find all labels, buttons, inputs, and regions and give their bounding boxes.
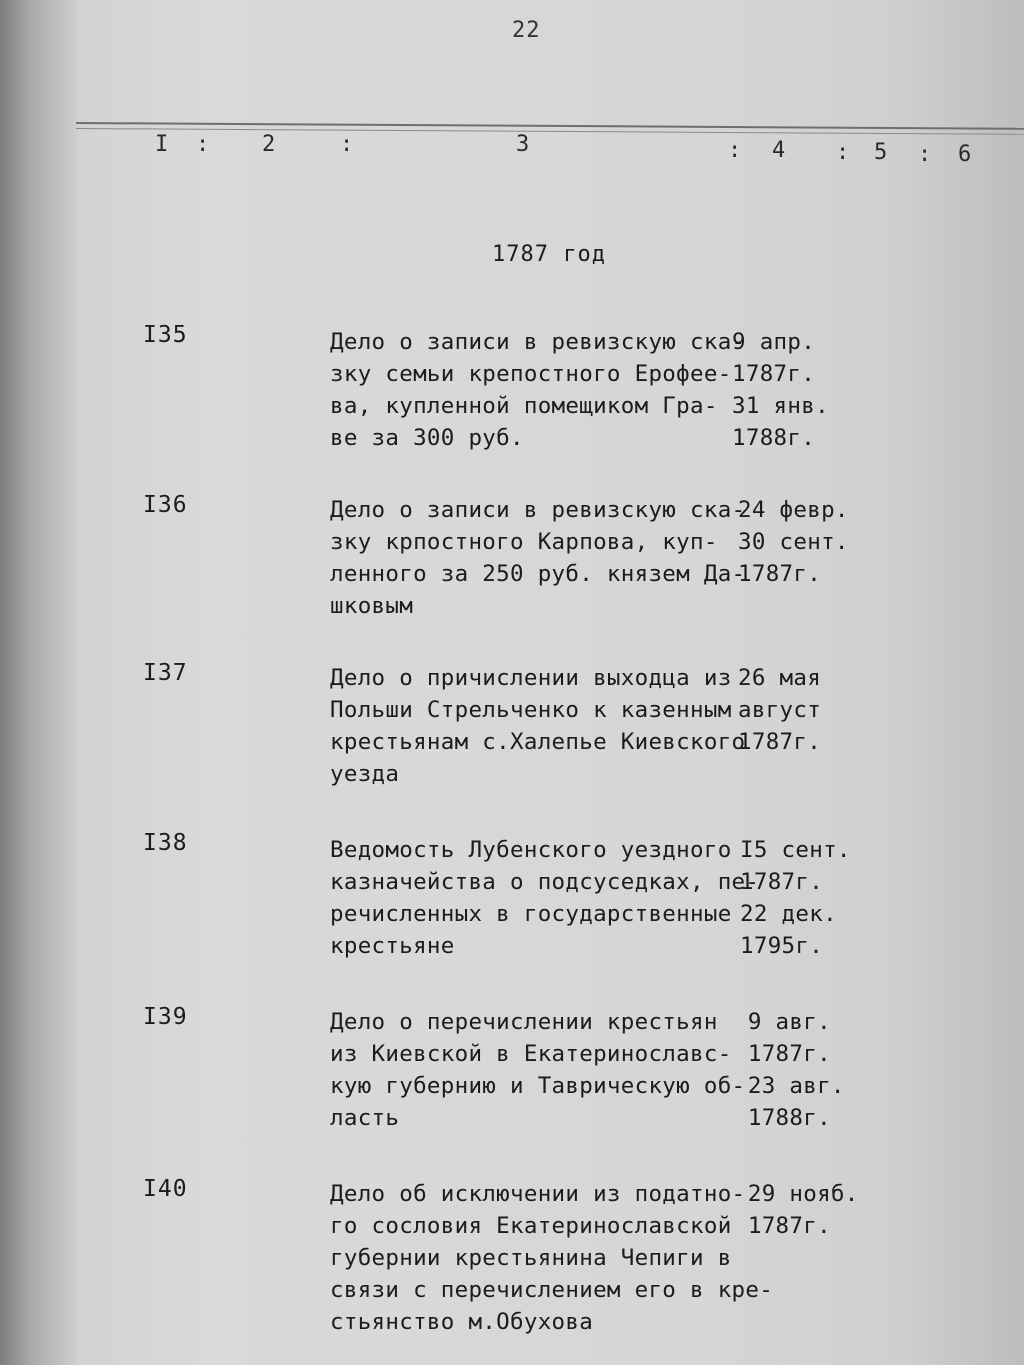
description-line: ласть xyxy=(330,1105,400,1131)
column-number-2: 2 xyxy=(262,132,277,157)
entry-number: I38 xyxy=(143,830,188,856)
column-separator: : xyxy=(728,138,743,163)
description-line: Польши Стрельченко к казенным xyxy=(330,697,732,723)
description-line: зку крпостного Карпова, куп- xyxy=(330,529,718,555)
date-line: 31 янв. xyxy=(732,393,829,419)
entry-description xyxy=(330,1006,745,1134)
column-number-4: 4 xyxy=(772,138,787,163)
description-line: кую губернию и Таврическую об- xyxy=(330,1073,746,1099)
date-line: 1787г. xyxy=(734,1041,831,1067)
description-line: Дело о записи в ревизскую ска- xyxy=(330,329,746,355)
description-line: Дело о причислении выходца из xyxy=(330,665,732,691)
date-line: 29 нояб. xyxy=(734,1181,859,1207)
entry-description xyxy=(330,834,759,962)
page-fold-shadow xyxy=(0,0,80,1365)
description-line: зку семьи крепостного Ерофее- xyxy=(330,361,732,387)
description-line: Дело о записи в ревизскую ска- xyxy=(330,497,746,523)
date-line: 9 апр. xyxy=(732,329,816,355)
entry-number: I36 xyxy=(143,492,188,518)
date-line: 22 дек. xyxy=(740,901,837,927)
page-number: 22 xyxy=(512,18,541,43)
date-line: I5 сент. xyxy=(740,837,851,863)
description-line: Ведомость Лубенского уездного xyxy=(330,837,732,863)
entry-dates xyxy=(732,326,829,454)
date-line: 26 мая xyxy=(738,665,822,691)
description-line: стьянство м.Обухова xyxy=(330,1309,594,1335)
column-number-5: 5 xyxy=(874,140,889,165)
column-number-6: 6 xyxy=(958,142,973,167)
entry-number: I39 xyxy=(143,1004,188,1030)
date-line: 1788г. xyxy=(732,425,816,451)
date-line: 1787г. xyxy=(740,869,824,895)
column-separator: : xyxy=(340,132,355,157)
description-line: казначейства о подсуседках, пе- xyxy=(330,869,760,895)
description-line: губернии крестьянина Чепиги в xyxy=(330,1245,732,1271)
date-line: 30 сент. xyxy=(738,529,849,555)
column-number-3: 3 xyxy=(516,132,531,157)
description-line: ленного за 250 руб. князем Да- xyxy=(330,561,746,587)
date-line: 1787г. xyxy=(738,729,822,755)
date-line: 1788г. xyxy=(734,1105,831,1131)
description-line: крестьянам с.Халепье Киевского xyxy=(330,729,746,755)
date-line: 23 авг. xyxy=(734,1073,845,1099)
date-line: 1787г. xyxy=(738,561,822,587)
entry-number: I40 xyxy=(143,1176,188,1202)
date-line: август xyxy=(738,697,822,723)
entry-dates xyxy=(734,1006,845,1134)
description-line: из Киевской в Екатеринославс- xyxy=(330,1041,732,1067)
entry-description xyxy=(330,494,745,622)
year-heading: 1787 год xyxy=(492,242,606,267)
entry-dates xyxy=(738,494,849,590)
description-line: связи с перечислением его в кре- xyxy=(330,1277,774,1303)
description-line: ва, купленной помещиком Гра- xyxy=(330,393,718,419)
date-line: 1787г. xyxy=(734,1213,831,1239)
entry-description xyxy=(330,1178,773,1338)
date-line: 24 февр. xyxy=(738,497,849,523)
date-line: 1795г. xyxy=(740,933,824,959)
header-rule-secondary xyxy=(76,128,1024,135)
entry-dates xyxy=(738,662,821,758)
description-line: уезда xyxy=(330,761,400,787)
entry-dates xyxy=(734,1178,859,1242)
column-separator: : xyxy=(196,132,211,157)
description-line: Дело о перечислении крестьян xyxy=(330,1009,718,1035)
date-line: 1787г. xyxy=(732,361,816,387)
entry-number: I37 xyxy=(143,660,188,686)
entry-description xyxy=(330,662,745,790)
entry-dates xyxy=(740,834,851,962)
column-number-1: I xyxy=(155,132,170,157)
description-line: речисленных в государственные xyxy=(330,901,732,927)
description-line: шковым xyxy=(330,593,414,619)
entry-number: I35 xyxy=(143,322,188,348)
entry-description xyxy=(330,326,745,454)
column-separator: : xyxy=(918,142,933,167)
description-line: крестьяне xyxy=(330,933,455,959)
description-line: Дело об исключении из податно- xyxy=(330,1181,746,1207)
column-separator: : xyxy=(836,140,851,165)
description-line: го сословия Екатеринославской xyxy=(330,1213,732,1239)
date-line: 9 авг. xyxy=(734,1009,831,1035)
description-line: ве за 300 руб. xyxy=(330,425,524,451)
